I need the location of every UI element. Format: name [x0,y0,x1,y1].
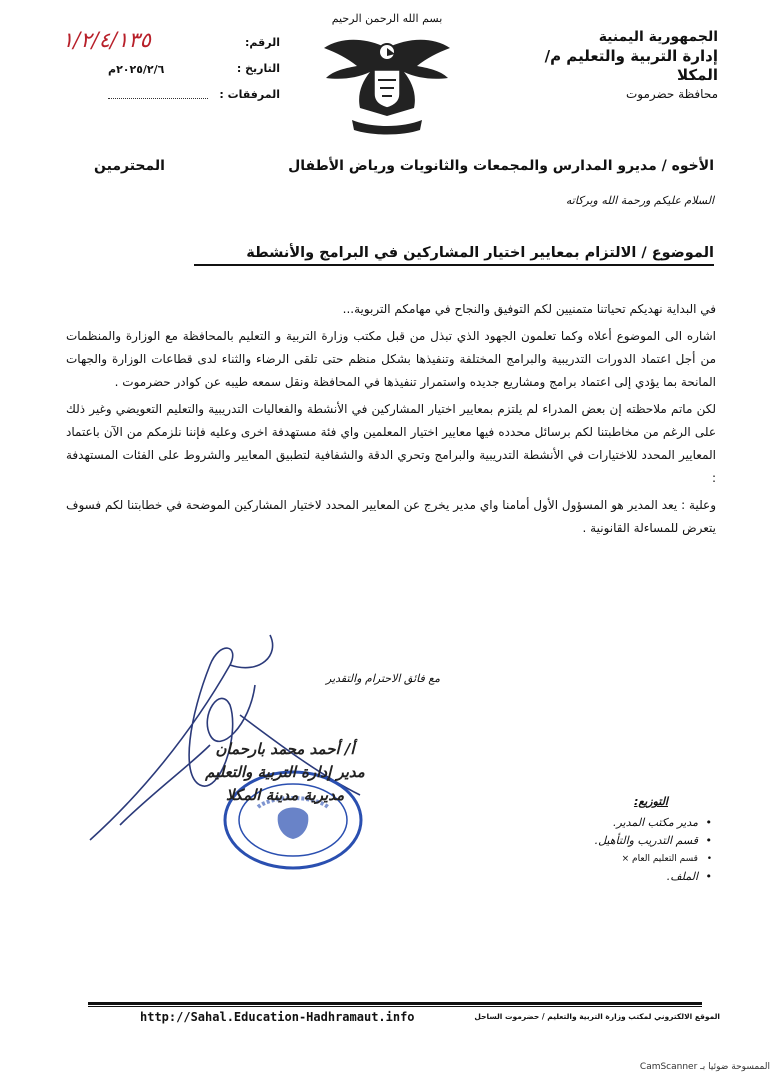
footer-url[interactable]: http://Sahal.Education-Hadhramaut.info [140,1010,415,1024]
attachments-blank [108,98,208,99]
ref-number: ١/٢/٤/١٣٥ [62,28,151,52]
signer-block [175,738,395,807]
date-value: ٢٠٢٥/٢/٦م [108,63,165,76]
distribution-title: التوزيع: [633,795,668,808]
greeting: السلام عليكم ورحمة الله وبركاته [565,194,714,207]
letterhead-org [518,28,718,104]
signer-title: مدير إدارة التربية والتعليم [205,763,365,781]
body-paragraph-1: في البداية نهديكم تحياتنا متمنيين لكم التوفيق والنجاح في مهامكم التربوية... [342,302,716,316]
distribution-item: • الملف. [518,868,698,886]
letter-body [66,298,716,544]
footer-rule-thin [88,1006,702,1007]
distribution-list [518,795,718,886]
addressee-line [64,158,714,174]
distribution-item: • مدير مكتب المدير. [518,814,698,832]
signer-name: أ/ أحمد محمد بارحمان [215,740,355,758]
org-line-3: محافظة حضرموت [625,87,718,101]
footer-rule [88,1002,702,1005]
camscanner-watermark: الممسوحة ضوئيا بـ CamScanner [639,1062,770,1072]
body-paragraph-3: لكن ماتم ملاحظته إن بعض المدراء لم يلتزم بمعايير اختيار المشاركين في الأنشطة والفعاليات التدريبية والتعليم التعويضي وغير ذلك على الرغم من مخاطبتنا لكم برسائل محدده فيها معايير اختيار المعلمين واي فئة مستهدفة اخرى وعليه فإننا نلزمكم من الآن باعتماد المعايير المحدد للاختيارات في الأنشطة التدريبية والبرامج وتحري الدقة والشفافية لتطبيق المعايير والشروط على الفئات المستهدفة : [66,402,716,485]
org-line-1: الجمهورية اليمنية [598,29,718,45]
ref-label: الرقم: [245,36,280,49]
subject-line: الموضوع / الالتزام بمعايير اختيار المشاركين في البرامج والأنشطة [194,245,714,266]
date-row [50,62,280,88]
yemen-eagle-emblem-icon [312,8,462,138]
attachments-label: المرفقات : [219,88,280,101]
distribution-item: • قسم التدريب والتأهيل. [518,832,698,850]
body-paragraph-4: وعلية : يعد المدير هو المسؤول الأول أمامنا واي مدير يخرج عن المعايير المحدد لاختيار المشاركين الموضحة في خطابتنا لكم فسوف يتعرض للمساءلة القانونية . [66,498,716,535]
footer-text: الموقع الالكتروني لمكتب وزارة التربية والتعليم / حضرموت الساحل [474,1012,720,1021]
respected-text: المحترمين [94,158,165,174]
signer-place: مديرية مدينة المكلا [225,786,345,804]
ref-row [50,28,280,62]
attachments-row [50,88,280,114]
org-line-2: إدارة التربية والتعليم م/ المكلا [544,47,718,84]
body-paragraph-2: اشاره الى الموضوع أعلاه وكما تعلمون الجهود الذي تبذل من قبل مكتب وزارة التربية و التعليم بالمحافظة مع الوزارة والمنظمات من أجل اعتماد الدورات التدريبية والبرامج المختلفة وتنفيذها بشكل منظم حتى تلقى الرضاء والثناء لدى قطاعات الوزارة والجهات المانحة بما يؤدي إلى اعتماد برامج ومشاريع جديده واستمرار تنفيذها في المحافظة ونقل سمعه طيبه عن كوادر حضرموت . [66,329,716,389]
distribution-item: • قسم التعليم العام × [518,850,698,868]
closing-phrase: مع فائق الاحترام والتقدير [326,672,440,685]
letter-meta [50,28,280,114]
basmala: بسم الله الرحمن الرحيم [331,12,443,25]
date-label: التاريخ : [236,62,280,75]
addressee-text: الأخوه / مديرو المدارس والمجمعات والثانويات ورياض الأطفال [288,158,714,174]
